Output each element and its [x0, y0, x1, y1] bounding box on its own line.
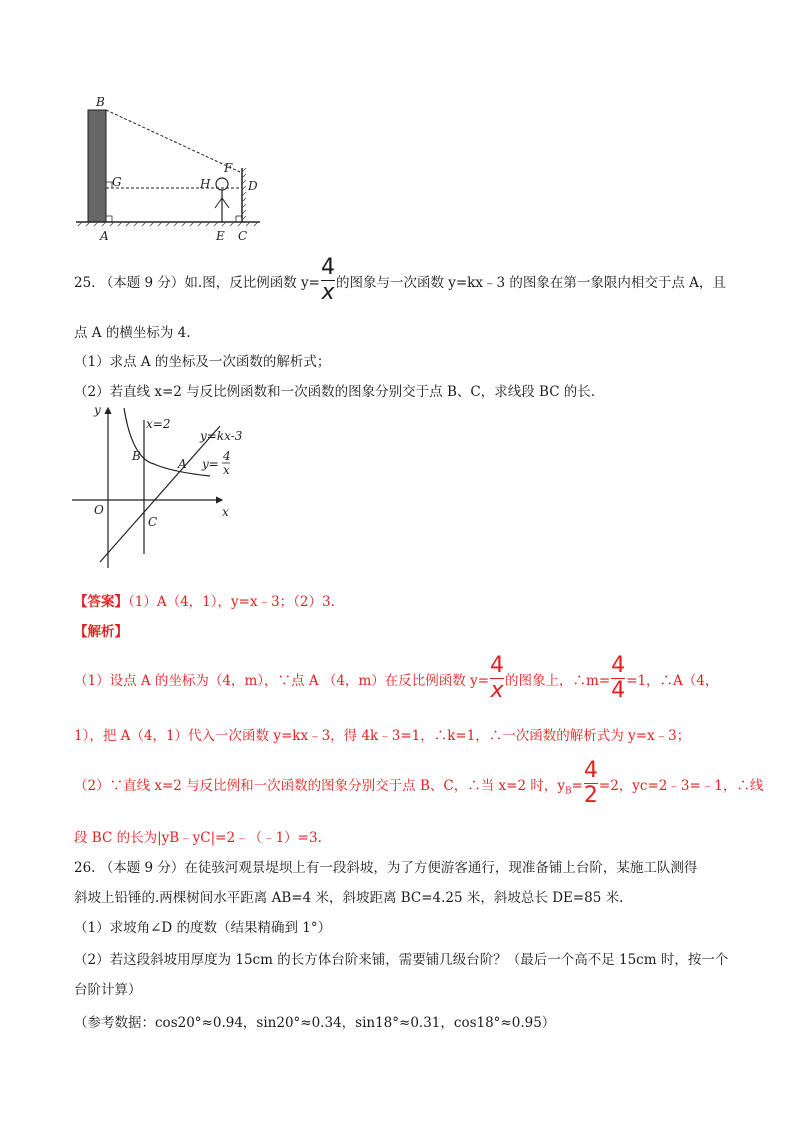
- function-graph-figure: [72, 402, 242, 570]
- analysis-l1-f1-num: 4: [490, 653, 505, 678]
- analysis-l3-suffix: =2，yc=2﹣3=﹣1，∴线: [598, 778, 764, 794]
- label-d: D: [248, 179, 258, 193]
- y-axis-label: y: [94, 403, 101, 417]
- analysis-tag-text: 【解析】: [74, 624, 128, 640]
- q25-line2: 点 A 的横坐标为 4.: [74, 325, 191, 341]
- q26-line1: 26. （本题 9 分）在徒骇河观景堤坝上有一段斜坡，为了方便游客通行，现准备铺上台阶，某施工队测得: [74, 860, 698, 876]
- line-kx-label: y=kx-3: [200, 429, 242, 443]
- q26-part2b: 台阶计算）: [74, 982, 142, 998]
- analysis-l1-prefix: （1）设点 A 的坐标为（4，m），∵点 A （4，m）在反比例函数 y=: [74, 673, 490, 689]
- q25-frac-num: 4: [320, 255, 335, 280]
- q25-line1-prefix: 25. （本题 9 分）如.图，反比例函数 y=: [74, 275, 320, 291]
- analysis-l1-mid: 的图象上，∴m=: [505, 673, 611, 689]
- analysis-l3-f-den: 2: [583, 783, 598, 808]
- analysis-l1-f1-den: x: [490, 678, 504, 703]
- label-g: G: [112, 175, 122, 189]
- label-a: A: [100, 229, 109, 243]
- line-x2-label: x=2: [146, 417, 171, 431]
- analysis-l1-f2-num: 4: [611, 653, 626, 678]
- analysis-l3-f-num: 4: [583, 758, 598, 783]
- answer-tag: 【答案】: [74, 594, 128, 610]
- analysis-l3-prefix: （2）∵直线 x=2 与反比例和一次函数的图象分别交于点 B、C，∴当 x=2 时，y: [74, 778, 565, 794]
- analysis-line2: 1），把 A（4，1）代入一次函数 y=kx﹣3，得 4k﹣3=1，∴k=1，∴一次函数的解析式为 y=x﹣3；: [74, 728, 691, 744]
- label-c: C: [238, 229, 248, 243]
- label-f: F: [224, 161, 233, 175]
- point-c-label: C: [148, 515, 158, 529]
- q25-line1-suffix: 的图象与一次函数 y=kx﹣3 的图象在第一象限内相交于点 A，且: [335, 275, 726, 291]
- q26-part2a: （2）若这段斜坡用厚度为 15cm 的长方体台阶来铺，需要铺几级台阶？（最后一个高不足 15cm 时，按一个: [74, 952, 729, 968]
- label-e: E: [216, 229, 225, 243]
- curve-label-prefix: y=: [202, 457, 219, 471]
- x-axis-label: x: [222, 505, 229, 519]
- point-b-label: B: [132, 449, 141, 463]
- curve-label-num: 4: [223, 449, 231, 463]
- origin-label: O: [94, 503, 104, 517]
- label-b: B: [96, 95, 105, 109]
- analysis-l1-fraction2: [611, 654, 625, 703]
- analysis-tag: [74, 622, 128, 642]
- geometry-figure-building: [72, 92, 262, 244]
- analysis-l1-f2-den: 4: [611, 678, 626, 703]
- q25-part1: （1）求点 A 的坐标及一次函数的解析式；: [74, 354, 331, 370]
- q25-frac-den: x: [321, 280, 335, 305]
- answer-line: [74, 592, 335, 612]
- analysis-l3-sub-b: B: [564, 786, 572, 797]
- answer-text: （1）A（4，1），y=x﹣3；（2）3.: [128, 594, 335, 610]
- q25-part2: （2）若直线 x=2 与反比例函数和一次函数的图象分别交于点 B、C，求线段 BC 的长.: [74, 384, 596, 400]
- q25-fraction: [321, 256, 335, 305]
- q26-line2: 斜坡上铅锤的.两棵树间水平距离 AB=4 米，斜坡距离 BC=4.25 米，斜坡总长 DE=85 米.: [74, 890, 624, 906]
- analysis-l3-fraction: [584, 759, 598, 808]
- analysis-line4: 段 BC 的长为|yB﹣yC|=2﹣（﹣1）=3.: [74, 830, 322, 846]
- q26-reference: （参考数据：cos20°≈0.94，sin20°≈0.34，sin18°≈0.31，cos18°≈0.95）: [74, 1015, 556, 1031]
- point-a-label: A: [178, 457, 187, 471]
- analysis-line1: [74, 653, 719, 703]
- label-h: H: [200, 177, 211, 191]
- q25-line1: [74, 255, 726, 305]
- analysis-line3: [74, 758, 764, 808]
- q26-part1: （1）求坡角∠D 的度数（结果精确到 1°）: [74, 920, 332, 936]
- curve-label-den: x: [223, 463, 230, 477]
- analysis-l1-fraction1: [490, 654, 504, 703]
- analysis-l3-eq: =: [571, 778, 583, 794]
- analysis-l1-suffix: =1，∴A（4，: [626, 673, 719, 689]
